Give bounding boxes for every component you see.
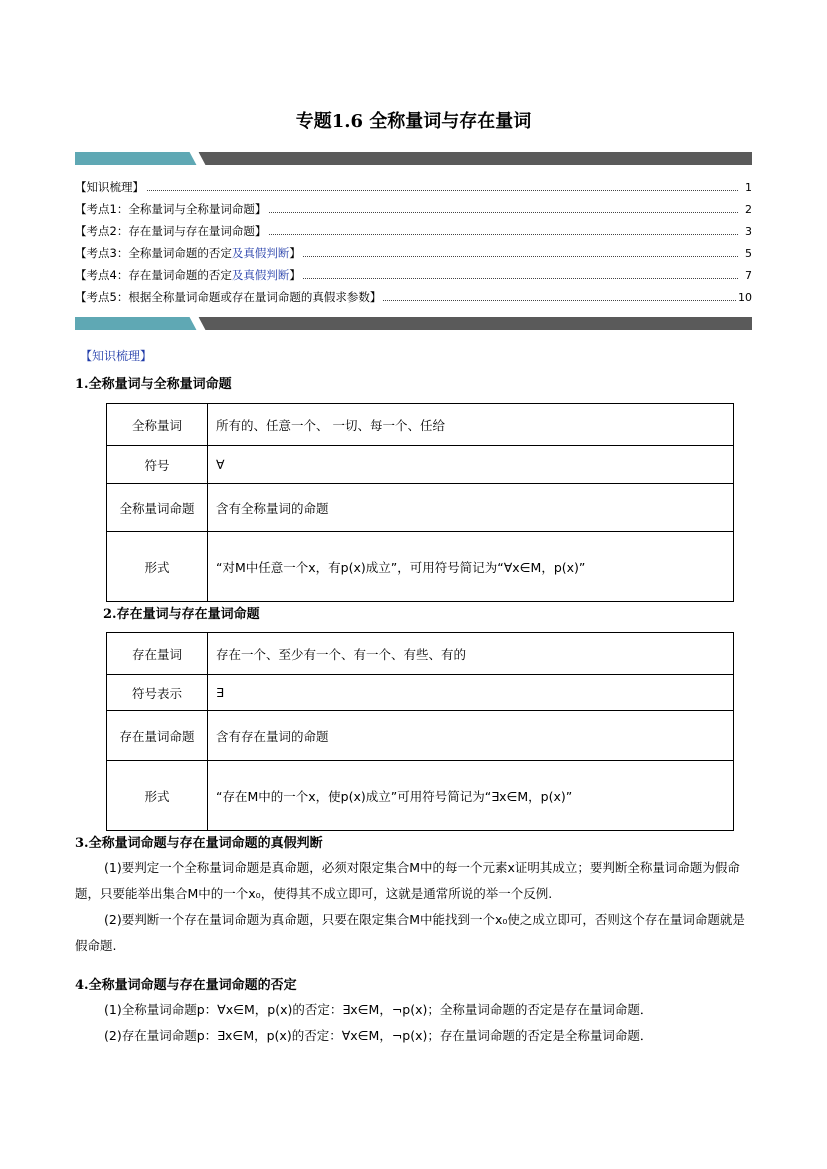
toc-page: 10 xyxy=(736,288,752,307)
table-cell-value: 含有存在量词的命题 xyxy=(208,711,734,761)
toc-entry[interactable] xyxy=(75,288,752,307)
toc-page: 1 xyxy=(743,178,752,197)
toc-page: 3 xyxy=(743,222,752,241)
table-cell-key: 全称量词 xyxy=(107,404,208,446)
toc-label: 【知识梳理】 xyxy=(75,180,144,194)
table-cell-key: 存在量词命题 xyxy=(107,711,208,761)
table-cell-value: “存在M中的一个x，使p(x)成立”可用符号简记为“∃x∈M，p(x)” xyxy=(208,761,734,831)
toc-entry[interactable] xyxy=(75,266,752,285)
section-heading-3: 3.全称量词命题与存在量词命题的真假判断 xyxy=(75,836,323,851)
toc-page: 2 xyxy=(743,200,752,219)
table-cell-key: 符号表示 xyxy=(107,675,208,711)
table-cell-key: 形式 xyxy=(107,532,208,602)
toc-label: 【考点2：存在量词与存在量词命题】 xyxy=(75,224,267,238)
header-divider-bar xyxy=(75,152,752,165)
section-label: 【知识梳理】 xyxy=(80,349,153,363)
universal-quantifier-table xyxy=(106,403,734,602)
toc-page: 5 xyxy=(743,244,752,263)
table-cell-key: 形式 xyxy=(107,761,208,831)
paragraph: (1)要判定一个全称量词命题是真命题，必须对限定集合M中的每一个元素x证明其成立；要判断全称量词命题为假命题，只要能举出集合M中的一个x₀，使得其不成立即可，这就是通常所说的举一个反例. xyxy=(75,860,740,901)
section-heading-1: 1.全称量词与全称量词命题 xyxy=(75,377,232,392)
toc-label-highlight: 及真假判断 xyxy=(231,268,290,282)
table-cell-value: 含有全称量词的命题 xyxy=(208,484,734,532)
toc-label-highlight: 及真假判断 xyxy=(231,246,290,260)
toc-label: 【考点4：存在量词命题的否定 xyxy=(75,268,232,282)
page-title: 专题1.6 全称量词与存在量词 xyxy=(295,111,532,132)
toc-divider-bar xyxy=(75,317,752,330)
section-heading-2: 2.存在量词与存在量词命题 xyxy=(103,607,260,622)
toc-entry[interactable] xyxy=(75,244,752,263)
toc-label: 【考点1：全称量词与全称量词命题】 xyxy=(75,202,267,216)
toc-entry[interactable] xyxy=(75,200,752,219)
toc-label: 【考点5：根据全称量词命题或存在量词命题的真假求参数】 xyxy=(75,290,382,304)
table-cell-value: 存在一个、至少有一个、有一个、有些、有的 xyxy=(208,633,734,675)
toc-label-end: 】 xyxy=(289,246,301,260)
paragraph-block-3 xyxy=(75,855,752,959)
table-cell-value: 所有的、任意一个、 一切、每一个、任给 xyxy=(208,404,734,446)
toc-entry[interactable] xyxy=(75,222,752,241)
paragraph: (2)要判断一个存在量词命题为真命题，只要在限定集合M中能找到一个x₀使之成立即可，否则这个存在量词命题就是假命题. xyxy=(75,912,745,953)
toc-label: 【考点3：全称量词命题的否定 xyxy=(75,246,232,260)
toc-label-end: 】 xyxy=(289,268,301,282)
table-cell-key: 全称量词命题 xyxy=(107,484,208,532)
toc-entry[interactable] xyxy=(75,178,752,197)
paragraph-block-4 xyxy=(75,997,752,1049)
table-cell-value: “对M中任意一个x，有p(x)成立”，可用符号简记为“∀x∈M，p(x)” xyxy=(208,532,734,602)
existential-quantifier-table xyxy=(106,632,734,831)
table-cell-value: ∃ xyxy=(208,675,734,711)
paragraph: (1)全称量词命题p：∀x∈M，p(x)的否定：∃x∈M，¬p(x)；全称量词命题的否定是存在量词命题． xyxy=(104,1002,653,1017)
section-heading-4: 4.全称量词命题与存在量词命题的否定 xyxy=(75,978,297,993)
table-cell-key: 存在量词 xyxy=(107,633,208,675)
paragraph: (2)存在量词命题p：∃x∈M，p(x)的否定：∀x∈M，¬p(x)；存在量词命题的否定是全称量词命题． xyxy=(104,1028,653,1043)
table-cell-key: 符号 xyxy=(107,446,208,484)
toc-page: 7 xyxy=(743,266,752,285)
table-cell-value: ∀ xyxy=(208,446,734,484)
